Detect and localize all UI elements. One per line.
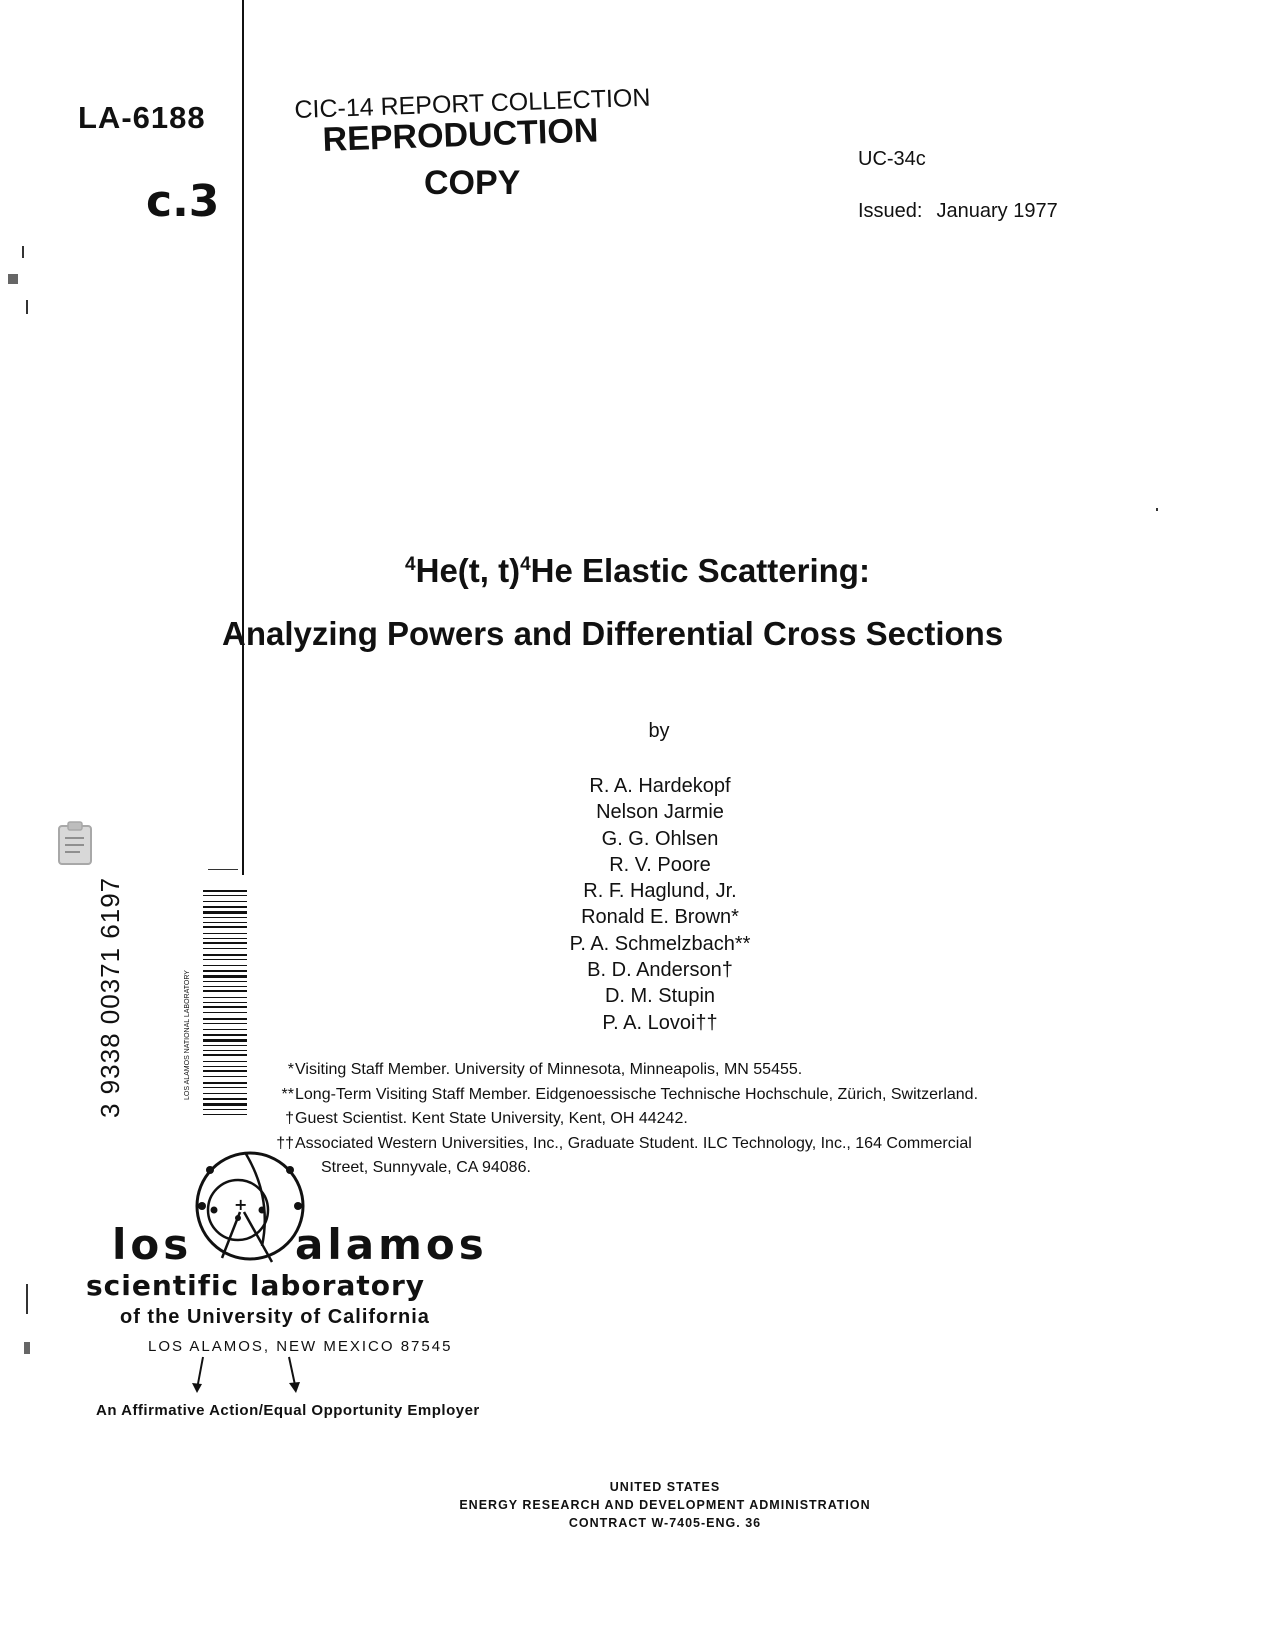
lab-address: LOS ALAMOS, NEW MEXICO 87545 — [148, 1338, 453, 1355]
barcode-bar — [203, 1054, 247, 1056]
author-name: G. G. Ohlsen — [601, 827, 719, 850]
barcode-bar — [203, 917, 247, 918]
title-superscript-2: 4 — [520, 554, 531, 575]
barcode-bar — [203, 926, 247, 928]
byline: by — [648, 720, 670, 742]
scan-speck — [208, 869, 238, 870]
employer-statement: An Affirmative Action/Equal Opportunity Employer — [96, 1402, 480, 1419]
barcode-bar — [203, 1070, 247, 1072]
barcode-bar — [203, 922, 247, 923]
barcode-bar — [203, 942, 247, 944]
issued-label: Issued: — [858, 200, 923, 222]
footnote-text: Guest Scientist. Kent State University, Kent, OH 44242. — [295, 1110, 688, 1127]
barcode-label: LOS ALAMOS NATIONAL LABORATORY — [184, 970, 191, 1100]
barcode-bar — [203, 1093, 247, 1094]
barcode-bar — [203, 911, 247, 914]
footnote-text: Visiting Staff Member. University of Minnesota, Minneapolis, MN 55455. — [295, 1061, 803, 1078]
barcode-bar — [203, 1006, 247, 1008]
author-name: D. M. Stupin — [604, 985, 716, 1008]
author-name: P. A. Lovoi†† — [602, 1011, 718, 1034]
barcode-bar — [203, 1018, 247, 1020]
barcode-bar — [203, 1039, 247, 1042]
barcode — [187, 888, 275, 1123]
title-line-2: Analyzing Powers and Differential Cross Sections — [222, 615, 1004, 652]
footnote-continuation: Street, Sunnyvale, CA 94086. — [321, 1159, 531, 1176]
stamp-copy-line: COPY — [424, 164, 521, 202]
barcode-bar — [203, 990, 247, 992]
barcode-bar — [203, 986, 247, 987]
author-name: B. D. Anderson† — [587, 959, 733, 982]
title-superscript-1: 4 — [405, 554, 416, 575]
report-number: LA-6188 — [78, 100, 206, 135]
copy-number: c.3 — [146, 176, 220, 227]
author-list — [560, 773, 760, 1036]
barcode-bar — [203, 970, 247, 972]
barcode-bar — [203, 1050, 247, 1051]
issued-line — [858, 200, 1058, 223]
scan-speck — [1156, 508, 1158, 511]
author-name: Ronald E. Brown* — [581, 906, 739, 929]
author-name: R. F. Haglund, Jr. — [583, 880, 737, 903]
footnote-marker: * — [287, 1061, 294, 1078]
footnote — [276, 1132, 978, 1157]
barcode-bar — [203, 1114, 247, 1115]
footnote-marker: † — [285, 1110, 294, 1127]
barcode-bar — [203, 981, 247, 982]
svg-text:+: + — [234, 1195, 248, 1214]
footnote-marker: ** — [281, 1085, 294, 1103]
barcode-bar — [203, 965, 247, 966]
barcode-bar — [203, 948, 247, 949]
arrow-down-icon — [185, 1355, 310, 1395]
title-line-1 — [0, 552, 1275, 590]
footnote — [287, 1058, 978, 1083]
barcode-bar — [203, 1002, 247, 1003]
barcode-bar — [203, 901, 247, 902]
scan-speck — [24, 1342, 30, 1354]
barcode-bar — [203, 1066, 247, 1067]
barcode-bar — [203, 1023, 247, 1024]
footnotes — [276, 1058, 979, 1181]
barcode-bar — [203, 1029, 247, 1030]
author-name: Nelson Jarmie — [596, 801, 724, 824]
barcode-bars — [187, 888, 275, 1123]
footnote — [281, 1083, 979, 1108]
barcode-bar — [203, 1082, 247, 1084]
footnote-marker: †† — [276, 1134, 294, 1152]
scan-speck — [8, 274, 18, 284]
barcode-bar — [203, 933, 247, 934]
barcode-bar — [203, 895, 247, 896]
barcode-bar — [203, 1061, 247, 1062]
author-name: R. V. Poore — [609, 853, 711, 876]
issued-date: January 1977 — [936, 200, 1058, 222]
title-part-1: He(t, t) — [415, 552, 521, 589]
barcode-bar — [203, 997, 247, 998]
barcode-bar — [203, 1012, 247, 1013]
barcode-number: 3 9338 00371 6197 — [95, 876, 125, 1118]
author-name: P. A. Schmelzbach** — [569, 932, 751, 955]
left-margin-rule-top — [242, 0, 244, 225]
category-code: UC-34c — [858, 148, 926, 170]
clipboard-icon — [56, 820, 96, 866]
left-margin-rule-lower — [242, 655, 244, 875]
title-part-2: He Elastic Scattering: — [530, 552, 870, 589]
scan-speck — [26, 300, 28, 314]
barcode-bar — [203, 1034, 247, 1036]
barcode-bar — [203, 938, 247, 939]
barcode-bar — [203, 954, 247, 956]
author-name: R. A. Hardekopf — [589, 775, 731, 797]
barcode-bar — [203, 906, 247, 908]
stamp-collection-line: CIC-14 REPORT COLLECTION — [294, 83, 651, 124]
footnote-text: Long-Term Visiting Staff Member. Eidgenoessische Technische Hochschule, Zürich, Switzerland. — [295, 1085, 979, 1103]
barcode-bar — [203, 959, 247, 960]
barcode-bar — [203, 1045, 247, 1046]
barcode-bar — [203, 1076, 247, 1077]
barcode-bar — [203, 1087, 247, 1088]
barcode-bar — [203, 1109, 247, 1110]
barcode-bar — [203, 890, 247, 892]
scan-speck — [22, 246, 24, 258]
agency-line-1: UNITED STATES — [609, 1480, 721, 1494]
lab-name-part-1: los — [112, 1220, 193, 1269]
lab-subtitle: scientific laboratory — [86, 1269, 426, 1302]
lab-university: of the University of California — [120, 1306, 430, 1328]
lab-name-part-2: alamos — [295, 1220, 488, 1269]
footnote — [285, 1107, 978, 1132]
footnote-text: Associated Western Universities, Inc., Graduate Student. ILC Technology, Inc., 164 Commercial — [295, 1134, 972, 1152]
agency-block — [0, 1478, 1275, 1532]
barcode-bar — [203, 1098, 247, 1100]
barcode-bar — [203, 1103, 247, 1106]
agency-line-3: CONTRACT W-7405-ENG. 36 — [568, 1516, 762, 1530]
scan-speck — [26, 1284, 28, 1314]
stamp-reproduction-line: REPRODUCTION — [322, 111, 599, 159]
agency-line-2: ENERGY RESEARCH AND DEVELOPMENT ADMINISTRATION — [459, 1498, 871, 1512]
barcode-bar — [203, 975, 247, 978]
